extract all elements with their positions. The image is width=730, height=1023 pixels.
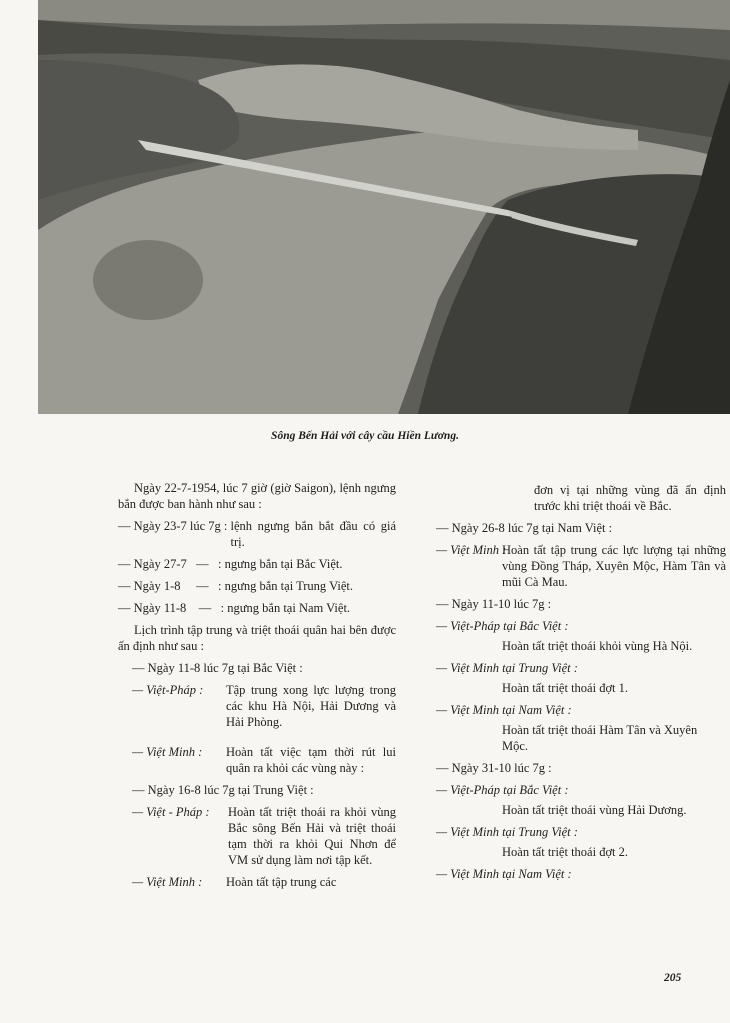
party-label: — Việt Minh : — [132, 745, 203, 759]
continued-text: đơn vị tại những vùng đã ấn định trước khi triệt thoái về Bắc. — [534, 483, 726, 513]
party-label: — Việt Minh tại Nam Việt : — [436, 703, 572, 717]
party-text: Hoàn tất việc tạm thời rút lui quân ra khỏi các vùng này : — [226, 745, 396, 775]
ceasefire-sep: : — [220, 519, 231, 533]
ceasefire-row — [118, 556, 396, 572]
date-heading: — Ngày 31-10 lúc 7g : — [436, 761, 552, 775]
ceasefire-row — [118, 578, 396, 594]
party-row — [118, 744, 396, 776]
page-number: 205 — [664, 972, 682, 984]
party-label: — Việt - Pháp : — [132, 805, 210, 819]
party-text: Hoàn tất triệt thoái Hàm Tân và Xuyên Mộc. — [502, 723, 698, 753]
party-label: — Việt Minh : — [132, 875, 203, 889]
party-text: Hoàn tất triệt thoái đợt 2. — [502, 845, 629, 859]
right-column — [436, 482, 726, 882]
party-label: — Việt Minh tại Nam Việt : — [436, 867, 572, 881]
party-label: — Việt-Pháp tại Bắc Việt : — [436, 619, 569, 633]
party-text: Hoàn tất tập trung các — [226, 875, 337, 889]
party-label: — Việt Minh tại Trung Việt : — [436, 661, 578, 675]
ceasefire-text: ngưng bắn tại Trung Việt. — [224, 579, 353, 593]
party-text: Hoàn tất triệt thoái vùng Hải Dương. — [502, 803, 687, 817]
party-row — [118, 804, 396, 868]
ceasefire-sep: — : — [180, 579, 225, 593]
party-label: — Việt Minh : — [436, 543, 507, 557]
ceasefire-text: lệnh ngưng bắn bắt đầu có giá trị. — [230, 519, 396, 549]
party-row — [436, 542, 726, 590]
ceasefire-sep: — : — [186, 601, 228, 615]
date-heading: — Ngày 11-10 lúc 7g : — [436, 597, 552, 611]
photo-drawing — [38, 0, 730, 414]
river-bridge-photo — [38, 0, 730, 414]
date-heading: — Ngày 16-8 lúc 7g tại Trung Việt : — [132, 783, 314, 797]
photo-caption: Sông Bến Hải với cây cầu Hiền Lương. — [271, 430, 459, 442]
ceasefire-date: — Ngày 11-8 — [118, 601, 187, 615]
left-column — [118, 480, 396, 896]
ceasefire-date: — Ngày 27-7 — [118, 557, 187, 571]
party-row — [118, 874, 396, 890]
ceasefire-row — [118, 518, 396, 550]
date-heading: — Ngày 11-8 lúc 7g tại Bắc Việt : — [132, 661, 303, 675]
party-text: Hoàn tất triệt thoái ra khỏi vùng Bắc sông Bến Hải và triệt thoái tạm thời ra khỏi Qui Nhơn để VM sử dụng làm nơi tập kết. — [228, 805, 396, 867]
date-heading: — Ngày 26-8 lúc 7g tại Nam Việt : — [436, 521, 613, 535]
ceasefire-date: — Ngày 1-8 — [118, 579, 181, 593]
party-label: — Việt-Pháp tại Bắc Việt : — [436, 783, 569, 797]
party-label: — Việt Minh tại Trung Việt : — [436, 825, 578, 839]
ceasefire-sep: — : — [186, 557, 225, 571]
party-text: Hoàn tất tập trung các lực lượng tại những vùng Đồng Tháp, Xuyên Mộc, Hàm Tân và mũi Cà Mau. — [502, 543, 726, 589]
ceasefire-text: ngưng bắn tại Bắc Việt. — [224, 557, 343, 571]
schedule-intro: Lịch trình tập trung và triệt thoái quân hai bên được ấn định như sau : — [118, 623, 396, 653]
party-text: Tập trung xong lực lượng trong các khu Hà Nội, Hải Dương và Hải Phòng. — [226, 683, 396, 729]
ceasefire-row — [118, 600, 396, 616]
intro-paragraph: Ngày 22-7-1954, lúc 7 giờ (giờ Saigon), lệnh ngưng bắn được ban hành như sau : — [118, 481, 396, 511]
party-row — [118, 682, 396, 730]
party-label: — Việt-Pháp : — [132, 683, 204, 697]
party-text: Hoàn tất triệt thoái khỏi vùng Hà Nội. — [502, 639, 693, 653]
party-text: Hoàn tất triệt thoái đợt 1. — [502, 681, 629, 695]
ceasefire-date: — Ngày 23-7 lúc 7g — [118, 519, 221, 533]
ceasefire-text: ngưng bắn tại Nam Việt. — [227, 601, 351, 615]
